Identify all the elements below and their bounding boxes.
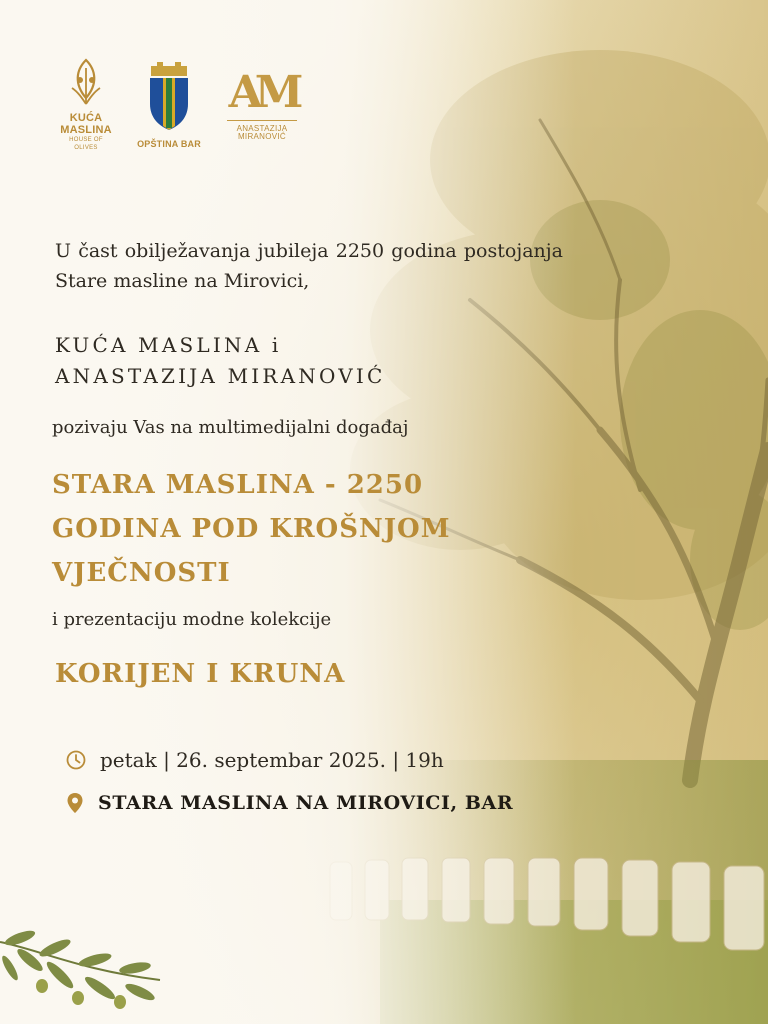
intro-text: U čast obilježavanja jubileja 2250 godina postojanja Stare masline na Mirovici, bbox=[55, 240, 563, 292]
opstina-bar-logo bbox=[130, 62, 208, 150]
coat-of-arms-icon bbox=[147, 62, 191, 132]
event-location bbox=[66, 792, 513, 814]
kuca-maslina-tagline: HOUSE OF OLIVES bbox=[69, 137, 103, 151]
olive-leaf-logo-icon bbox=[66, 58, 106, 112]
hosts-line1: KUĆA MASLINA i bbox=[55, 333, 282, 357]
am-monogram: AM bbox=[228, 67, 296, 118]
anastazija-line2: MIRANOVIĆ bbox=[237, 132, 287, 141]
location-pin-icon bbox=[66, 792, 84, 814]
olive-branch-icon bbox=[0, 920, 170, 1020]
event-title-line2: GODINA POD KROŠNJOM bbox=[52, 514, 451, 544]
clock-icon bbox=[66, 750, 86, 770]
kuca-maslina-logo bbox=[58, 58, 114, 152]
anastazija-miranovic-logo bbox=[218, 68, 306, 141]
event-date-time bbox=[66, 748, 444, 772]
presentation-text: i prezentaciju modne kolekcije bbox=[52, 609, 332, 630]
event-title-line3: VJEČNOSTI bbox=[52, 558, 231, 588]
hosts-line2: ANASTAZIJA MIRANOVIĆ bbox=[55, 364, 386, 388]
invite-text: pozivaju Vas na multimedijalni događaj bbox=[52, 417, 409, 438]
anastazija-line1: ANASTAZIJA bbox=[236, 124, 288, 133]
kuca-maslina-line2: MASLINA bbox=[60, 124, 112, 136]
opstina-bar-label: OPŠTINA BAR bbox=[137, 139, 201, 149]
location-text: STARA MASLINA NA MIROVICI, BAR bbox=[98, 792, 514, 814]
hosts-block bbox=[55, 330, 385, 392]
event-title bbox=[52, 463, 450, 595]
kuca-maslina-line1: KUĆA bbox=[69, 112, 103, 124]
collection-name: KORIJEN I KRUNA bbox=[55, 659, 346, 689]
date-time-text: petak | 26. septembar 2025. | 19h bbox=[100, 748, 444, 772]
event-title-line1: STARA MASLINA - 2250 bbox=[52, 470, 424, 500]
